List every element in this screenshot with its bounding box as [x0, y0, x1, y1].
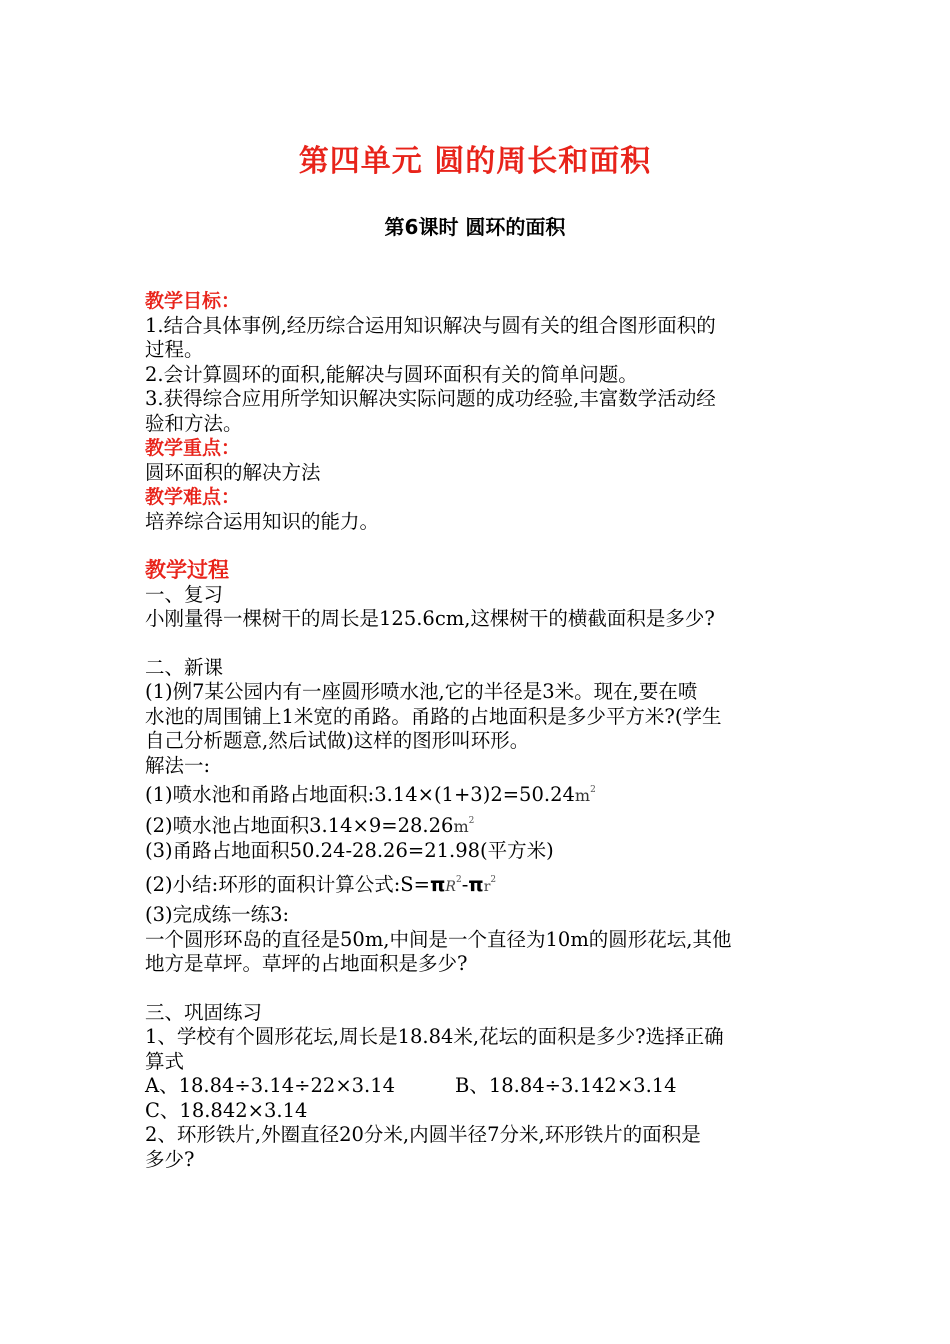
squared-mark: 2: [455, 874, 462, 885]
option-c: C、18.842×3.14: [145, 1098, 308, 1122]
squared-mark: 2: [468, 815, 475, 826]
key-heading: 教学重点：: [145, 437, 241, 459]
question-1-line: 1、学校有个圆形花坛,周长是18.84米,花坛的面积是多少?选择正确: [145, 1025, 724, 1048]
new-lesson-title: 二、新课: [145, 655, 224, 679]
step-3: (3)甬路占地面积50.24-28.26=21.98(平方米): [145, 839, 554, 862]
step-2-unit: m: [453, 816, 469, 836]
practice-line: 一个圆形环岛的直径是50m,中间是一个直径为10m的圆形花坛,其他: [145, 927, 732, 951]
method-label: 解法一:: [145, 753, 211, 777]
unit-title: 第四单元 圆的周长和面积: [298, 144, 652, 179]
goals-heading: 教学目标：: [145, 290, 241, 312]
consolidate-title: 三、巩固练习: [145, 1000, 263, 1024]
goal-line: 过程。: [145, 338, 204, 361]
big-r: R: [445, 878, 456, 895]
step-1: [145, 778, 810, 809]
practice-line: 地方是草坪。草坪的占地面积是多少?: [145, 952, 468, 975]
question-2-line: 多少?: [145, 1147, 195, 1171]
key-text: 圆环面积的解决方法: [145, 460, 321, 484]
step-2: [145, 809, 810, 840]
option-a: A、18.84÷3.14÷22×3.14: [145, 1074, 396, 1097]
options-row: [145, 1074, 810, 1099]
small-r: r: [483, 878, 491, 895]
difficulty-heading: 教学难点：: [145, 486, 241, 508]
review-title: 一、复习: [145, 582, 224, 606]
document-body: [145, 289, 810, 1172]
goal-line: 3.获得综合应用所学知识解决实际问题的成功经验,丰富数学活动经: [145, 387, 716, 410]
example-line: 自己分析题意,然后试做)这样的图形叫环形。: [145, 729, 530, 752]
squared-mark: 2: [490, 874, 497, 885]
step-1-text: (1)喷水池和甬路占地面积:3.14×(1+3)2=50.24: [145, 783, 575, 806]
practice-title: (3)完成练一练3:: [145, 903, 290, 926]
summary-text: (2)小结:环形的面积计算公式:S=: [145, 872, 430, 896]
pi-symbol: π: [468, 872, 484, 896]
option-b: B、18.84÷3.142×3.14: [455, 1074, 677, 1097]
lesson-subtitle: 第6课时 圆环的面积: [384, 215, 566, 239]
pi-symbol: π: [429, 872, 446, 896]
question-1-line: 算式: [145, 1049, 185, 1073]
difficulty-text: 培养综合运用知识的能力。: [145, 509, 380, 533]
step-2-text: (2)喷水池占地面积3.14×9=28.26: [145, 813, 454, 837]
process-heading: 教学过程: [145, 558, 229, 582]
goal-line: 1.结合具体事例,经历综合运用知识解决与圆有关的组合图形面积的: [145, 313, 716, 337]
squared-mark: 2: [590, 785, 596, 795]
example-line: 水池的周围铺上1米宽的甬路。甬路的占地面积是多少平方米?(学生: [145, 704, 722, 728]
minus-sign: -: [461, 872, 469, 896]
example-line: (1)例7某公园内有一座圆形喷水池,它的半径是3米。现在,要在喷: [145, 680, 698, 703]
goal-line: 2.会计算圆环的面积,能解决与圆环面积有关的简单问题。: [145, 362, 638, 386]
review-text: 小刚量得一棵树干的周长是125.6cm,这棵树干的横截面积是多少?: [145, 607, 715, 630]
goal-line: 验和方法。: [145, 411, 243, 435]
summary-formula: [145, 868, 810, 900]
question-2-line: 2、环形铁片,外圈直径20分米,内圆半径7分米,环形铁片的面积是: [145, 1123, 701, 1146]
step-1-unit: m: [574, 786, 591, 805]
